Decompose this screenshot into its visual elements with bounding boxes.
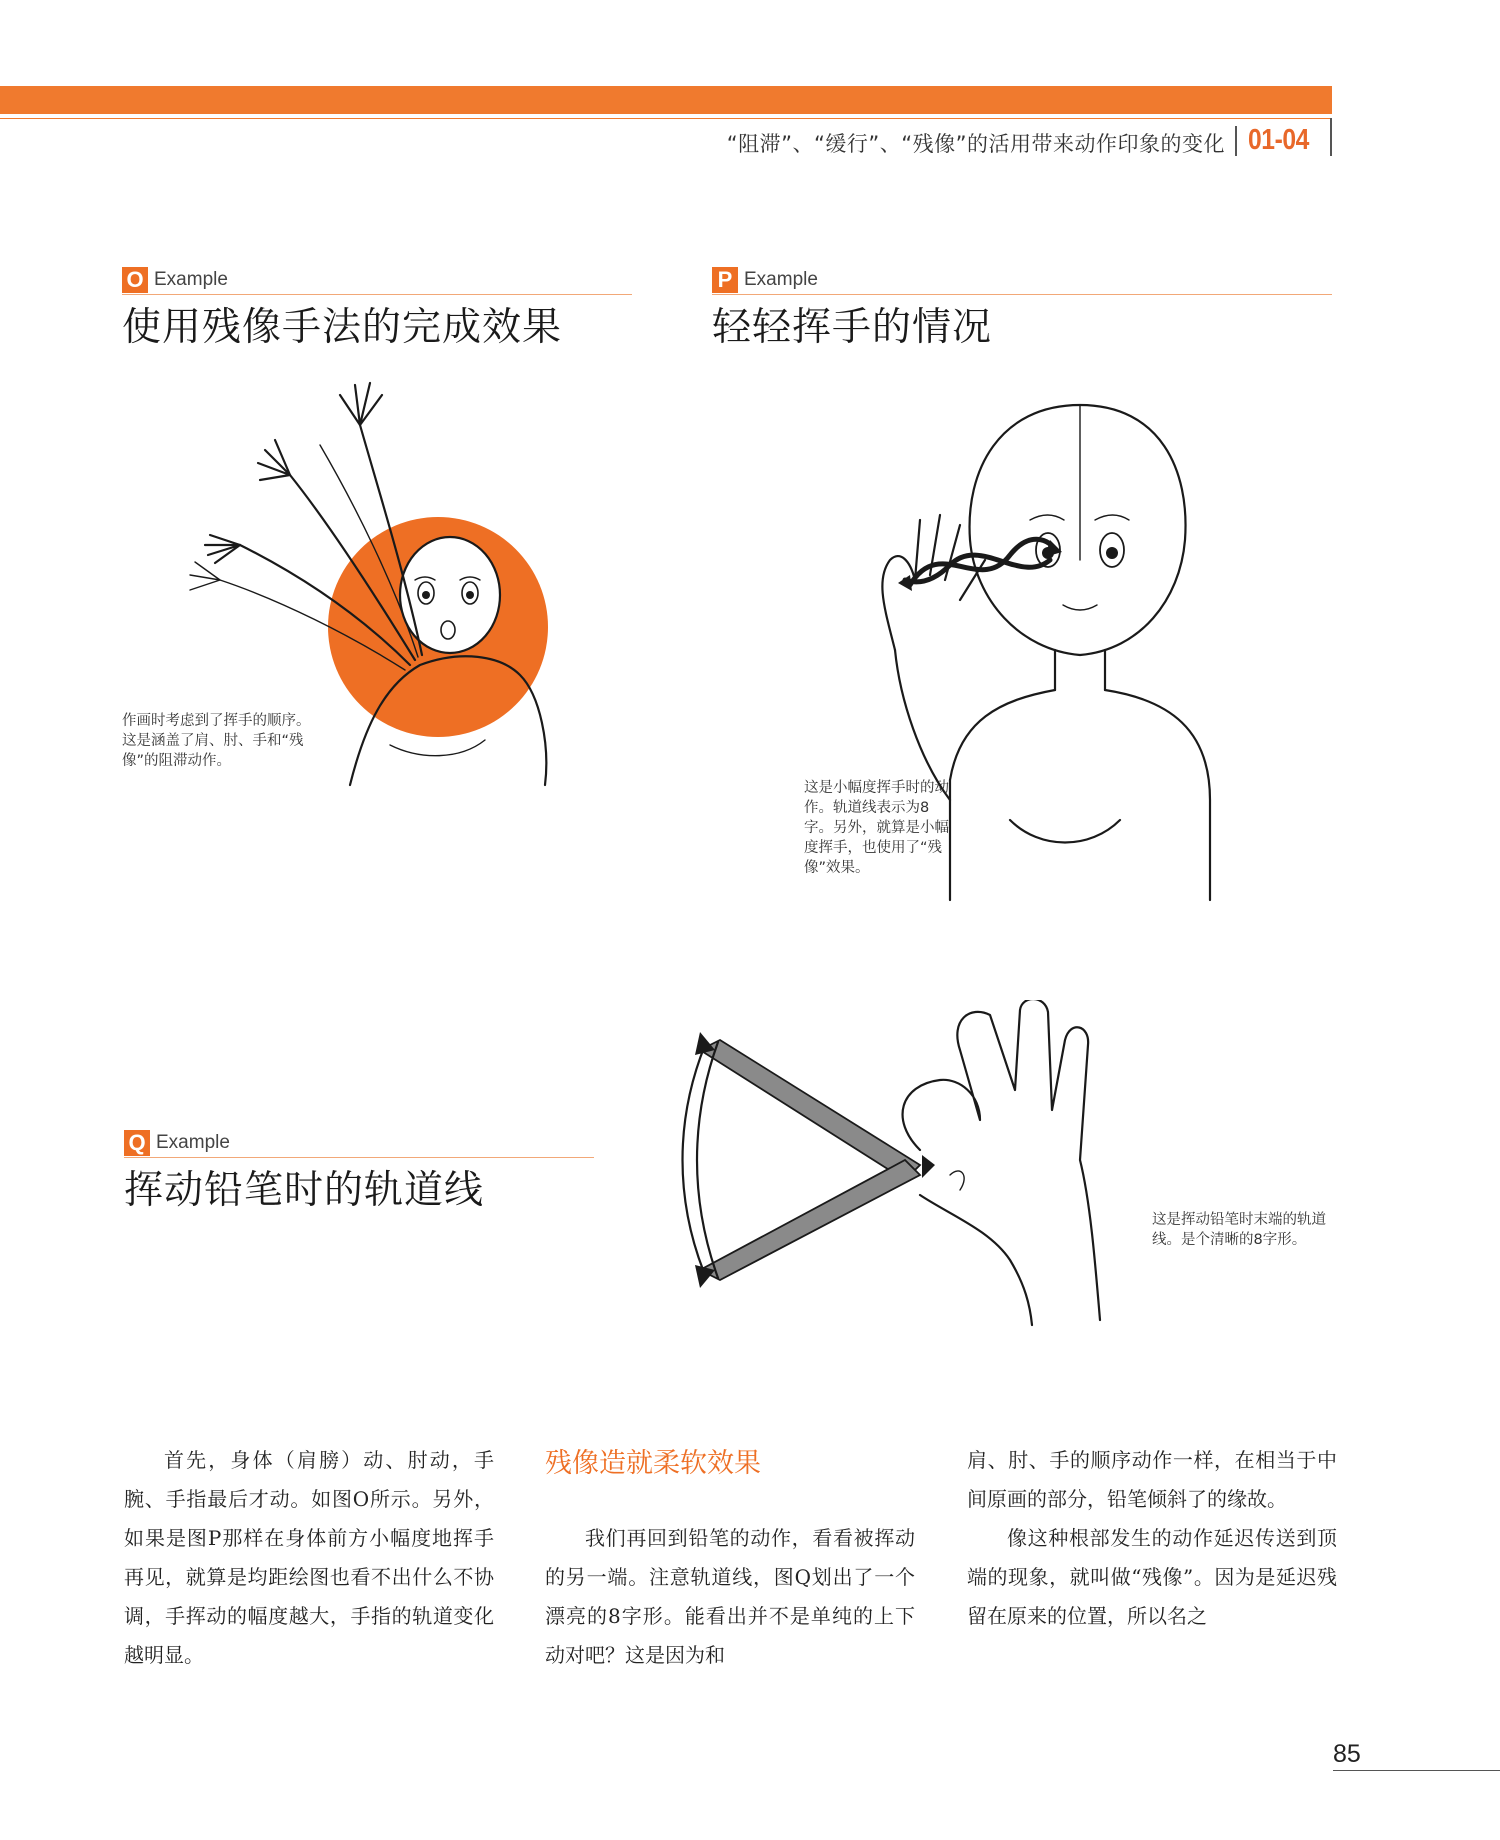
figure-neck-torso xyxy=(950,650,1210,900)
header-rule xyxy=(0,118,1332,119)
section-q-badge: Q xyxy=(124,1130,150,1156)
section-q-example-word: Example xyxy=(156,1132,230,1153)
section-o-example-word: Example xyxy=(154,269,228,290)
section-o-badge: O xyxy=(122,267,148,293)
section-q-label xyxy=(124,1130,230,1156)
header-title: “阻滞”、“缓行”、“残像”的活用带来动作印象的变化 xyxy=(726,132,1225,156)
section-p-badge: P xyxy=(712,267,738,293)
section-o-caption: 作画时考虑到了挥手的顺序。这是涵盖了肩、肘、手和“残像”的阻滞动作。 xyxy=(122,713,311,769)
body-column-2-paragraph: 我们再回到铅笔的动作，看看被挥动的另一端。注意轨道线，图Q划出了一个漂亮的8字形。能看出并不是单纯的上下动对吧？这是因为和 xyxy=(545,1526,915,1667)
section-o-title: 使用残像手法的完成效果 xyxy=(122,305,563,350)
body-column-2 xyxy=(545,1519,915,1675)
section-q-caption: 这是挥动铅笔时末端的轨道线。是个清晰的8字形。 xyxy=(1152,1212,1326,1248)
body-subheading: 残像造就柔软效果 xyxy=(545,1448,761,1479)
figure-eight-trajectory-arrow xyxy=(890,525,1070,605)
body-column-3-paragraph-1: 肩、肘、手的顺序动作一样，在相当于中间原画的部分，铅笔倾斜了的缘故。 xyxy=(967,1448,1337,1511)
section-o-label xyxy=(122,267,228,293)
pencil-trajectory-band xyxy=(683,1032,936,1288)
page-number: 85 xyxy=(1333,1740,1361,1768)
section-p-title: 轻轻挥手的情况 xyxy=(712,305,993,350)
header-right-rule xyxy=(1330,118,1332,156)
footer-rule xyxy=(1333,1770,1500,1771)
hand-outline xyxy=(903,1000,1100,1325)
section-q-title: 挥动铅笔时的轨道线 xyxy=(124,1168,485,1213)
section-o-rule xyxy=(122,294,632,295)
section-p-caption: 这是小幅度挥手时的动作。轨道线表示为8字。另外，就算是小幅度挥手，也使用了“残像”效果。 xyxy=(804,780,949,876)
body-column-3-paragraph-2: 像这种根部发生的动作延迟传送到顶端的现象，就叫做“残像”。因为是延迟残留在原来的位置，所以名之 xyxy=(967,1526,1337,1628)
section-q-rule xyxy=(124,1157,594,1158)
chapter-number: 01-04 xyxy=(1248,124,1309,156)
section-p-example-word: Example xyxy=(744,269,818,290)
body-column-1 xyxy=(124,1441,494,1675)
header-divider xyxy=(1235,126,1237,156)
illustration-pencil-trajectory xyxy=(660,1000,1120,1330)
body-column-3 xyxy=(967,1441,1337,1636)
header-band xyxy=(0,86,1332,114)
section-p-rule xyxy=(712,294,1332,295)
body-column-1-paragraph: 首先，身体（肩膀）动、肘动，手腕、手指最后才动。如图O所示。另外，如果是图P那样在身体前方小幅度地挥手再见，就算是均距绘图也看不出什么不协调，手挥动的幅度越大，手指的轨道变化越明显。 xyxy=(124,1448,494,1667)
section-p-label xyxy=(712,267,818,293)
figure-head xyxy=(400,537,500,653)
